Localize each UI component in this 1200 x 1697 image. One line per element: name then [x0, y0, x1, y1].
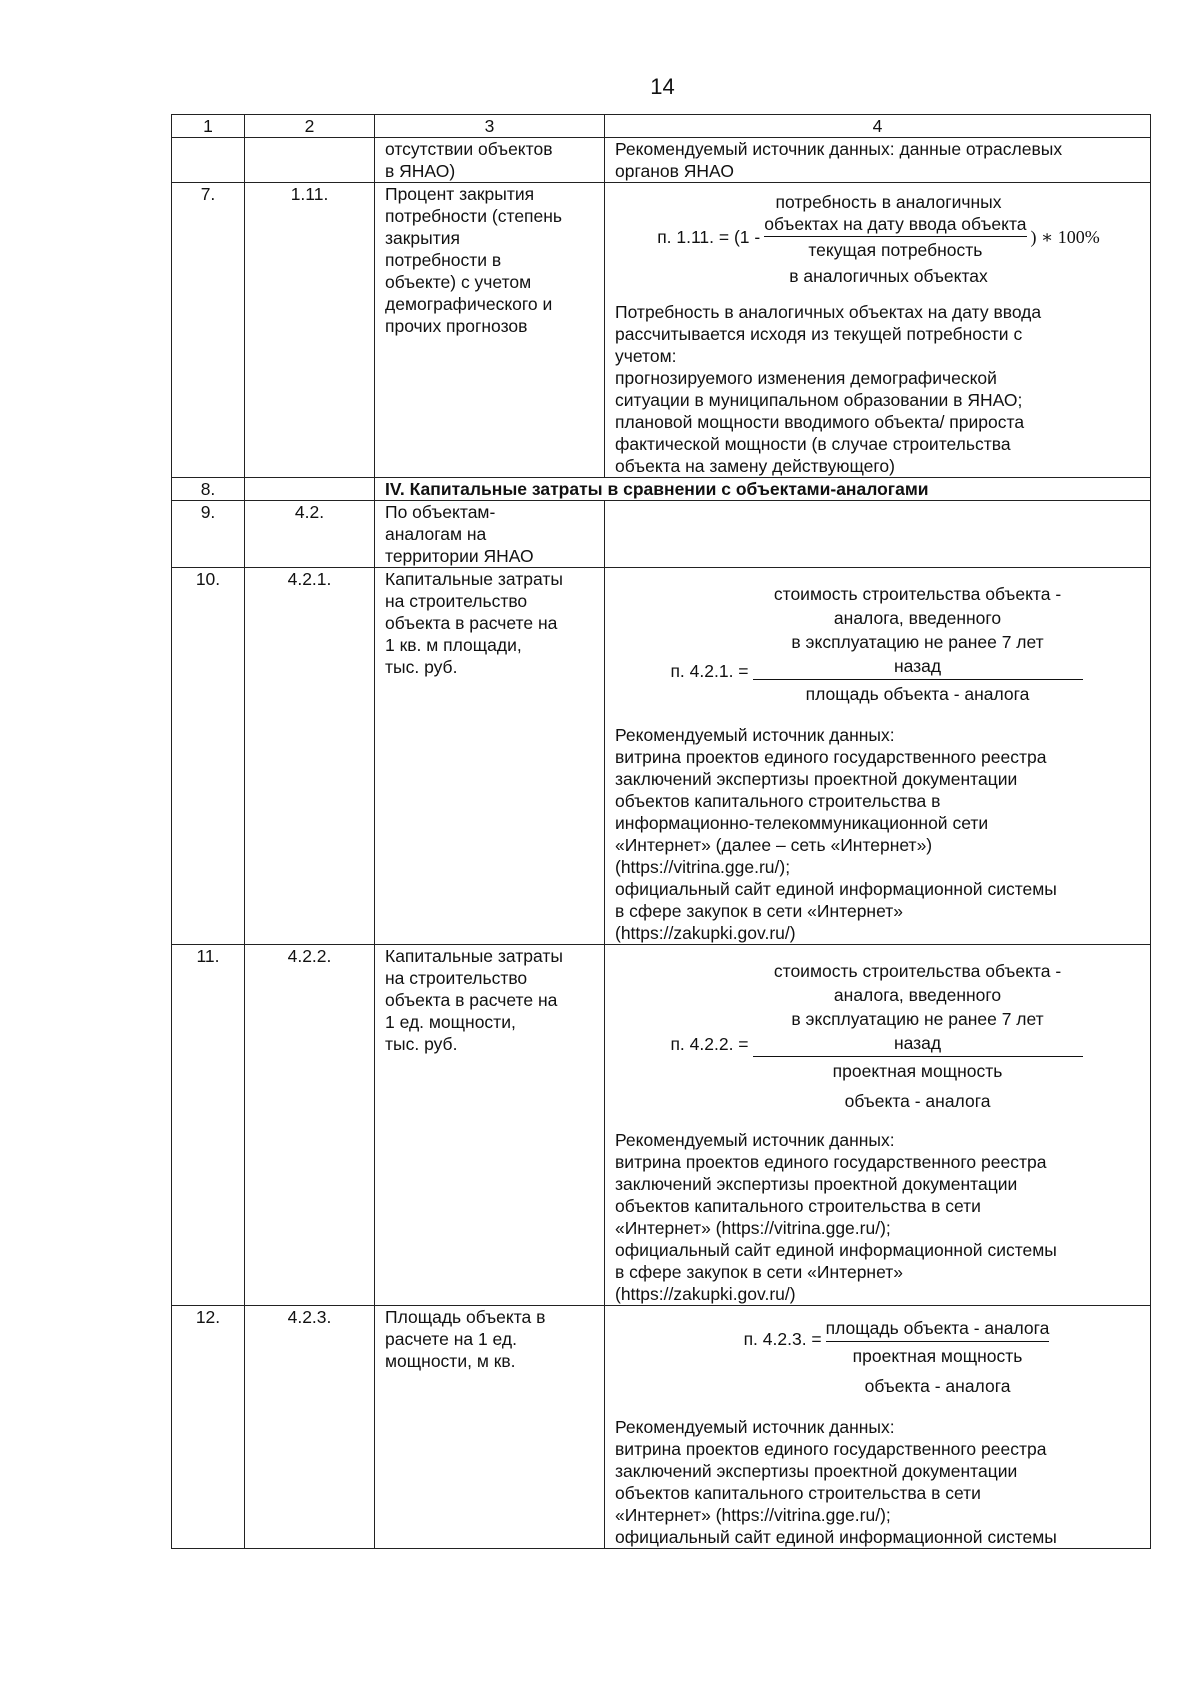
cell-empty [605, 501, 1151, 568]
table-row [172, 183, 1151, 478]
formula-prefix: п. 4.2.1. = [670, 661, 749, 681]
text-line: информационно-телекоммуникационной сети [615, 813, 989, 833]
text-line: тыс. руб. [385, 657, 458, 677]
text-line: демографического и [385, 294, 553, 314]
text-line: прогнозируемого изменения демографической [615, 368, 997, 388]
text-line: на строительство [385, 968, 528, 988]
table-row [172, 1306, 1151, 1549]
item-code: 4.2. [245, 501, 375, 568]
text-line: витрина проектов единого государственного реестра [615, 1152, 1047, 1172]
text-line: органов ЯНАО [615, 161, 734, 181]
text-line: закрытия [385, 228, 460, 248]
method-cell [605, 138, 1151, 183]
formula [615, 1306, 1142, 1416]
text-line: (https://zakupki.gov.ru/) [615, 923, 796, 943]
text-line: аналога, введенного [833, 608, 1002, 628]
text-line: (https://zakupki.gov.ru/) [615, 1284, 796, 1304]
text-line: «Интернет» (далее – сеть «Интернет») [615, 835, 933, 855]
text-line: Рекомендуемый источник данных: [615, 1417, 895, 1437]
text-line: объектов капитального строительства в сети [615, 1196, 981, 1216]
item-code: 4.2.3. [245, 1306, 375, 1549]
text-line: официальный сайт единой информационной системы [615, 1527, 1057, 1547]
row-number: 9. [172, 501, 245, 568]
text-line: отсутствии объектов [385, 139, 553, 159]
row-number: 7. [172, 183, 245, 478]
text-line: Рекомендуемый источник данных: данные отраслевых [615, 139, 1063, 159]
indicator-name [375, 568, 605, 945]
row-number: 11. [172, 945, 245, 1306]
text-line: расчете на 1 ед. [385, 1329, 517, 1349]
text-line: 1 кв. м площади, [385, 635, 522, 655]
text-line: Площадь объекта в [385, 1307, 546, 1327]
header-cell: 4 [605, 115, 1151, 138]
text-line: на строительство [385, 591, 528, 611]
text-line: витрина проектов единого государственного реестра [615, 1439, 1047, 1459]
text-line: Процент закрытия [385, 184, 535, 204]
text-line: потребности (степень [385, 206, 563, 226]
text-line: учетом: [615, 346, 677, 366]
cell-empty [245, 138, 375, 183]
text-line: аналога, введенного [833, 985, 1002, 1005]
method-cell [605, 1306, 1151, 1549]
text-line: заключений экспертизы проектной документации [615, 1174, 1018, 1194]
page-number: 14 [650, 74, 675, 99]
text-line: ситуации в муниципальном образовании в ЯНАО; [615, 390, 1023, 410]
text-line: назад [893, 656, 942, 676]
text-line: в эксплуатацию не ранее 7 лет [791, 632, 1044, 652]
text-line: объектов капитального строительства в сети [615, 1483, 981, 1503]
text-line: в эксплуатацию не ранее 7 лет [791, 1009, 1044, 1029]
cell-empty [172, 138, 245, 183]
formula-numerator [753, 959, 1083, 1057]
text-line: официальный сайт единой информационной системы [615, 879, 1057, 899]
formula-numerator [753, 582, 1083, 680]
row-number: 12. [172, 1306, 245, 1549]
formula-prefix: п. 4.2.2. = [670, 1034, 749, 1054]
method-cell [605, 568, 1151, 945]
text-line: 1 ед. мощности, [385, 1012, 516, 1032]
formula-denominator: проектная мощность [832, 1061, 1003, 1081]
text-line: в сфере закупок в сети «Интернет» [615, 1262, 903, 1282]
text-line: мощности, м кв. [385, 1351, 516, 1371]
text-line: территории ЯНАО [385, 546, 534, 566]
row-number: 10. [172, 568, 245, 945]
text-line: объекта в расчете на [385, 990, 558, 1010]
text-line: объекте) с учетом [385, 272, 532, 292]
text-line: в ЯНАО) [385, 161, 456, 181]
header-cell: 2 [245, 115, 375, 138]
text-line: Рекомендуемый источник данных: [615, 1130, 895, 1150]
formula [615, 568, 1142, 724]
formula-prefix: п. 1.11. = (1 - [657, 227, 761, 247]
text-line: назад [893, 1033, 942, 1053]
formula-denominator: проектная мощность [852, 1346, 1023, 1366]
text-line: стоимость строительства объекта - [773, 584, 1062, 604]
text-line: (https://vitrina.gge.ru/); [615, 857, 791, 877]
text-line: «Интернет» (https://vitrina.gge.ru/); [615, 1218, 891, 1238]
indicator-name [375, 183, 605, 478]
table-row [172, 501, 1151, 568]
table-row [172, 568, 1151, 945]
item-code: 4.2.2. [245, 945, 375, 1306]
table-row-section [172, 478, 1151, 501]
text-line: в сфере закупок в сети «Интернет» [615, 901, 903, 921]
formula-numerator: площадь объекта - аналога [826, 1316, 1050, 1342]
formula [615, 945, 1142, 1129]
formula-numerator: объектах на дату ввода объекта [764, 213, 1026, 237]
formula-denominator: площадь объекта - аналога [805, 684, 1030, 704]
text-line: витрина проектов единого государственного реестра [615, 747, 1047, 767]
indicator-name [375, 138, 605, 183]
text-line: заключений экспертизы проектной документации [615, 1461, 1018, 1481]
text-line: Капитальные затраты [385, 569, 563, 589]
text-line: аналогам на [385, 524, 487, 544]
cell-empty [245, 478, 375, 501]
method-cell [605, 183, 1151, 478]
text-line: «Интернет» (https://vitrina.gge.ru/); [615, 1505, 891, 1525]
item-code: 1.11. [245, 183, 375, 478]
text-line: По объектам- [385, 502, 496, 522]
text-line: потребности в [385, 250, 502, 270]
section-heading: IV. Капитальные затраты в сравнении с объектами-аналогами [375, 478, 1151, 501]
formula-denominator-line2: в аналогичных объектах [789, 266, 988, 286]
row-number: 8. [172, 478, 245, 501]
formula-suffix: ) ∗ 100% [1030, 227, 1100, 247]
text-line: прочих прогнозов [385, 316, 528, 336]
formula [615, 183, 1142, 301]
indicator-name [375, 945, 605, 1306]
header-cell: 3 [375, 115, 605, 138]
text-line: тыс. руб. [385, 1034, 458, 1054]
indicator-name [375, 1306, 605, 1549]
table-row [172, 945, 1151, 1306]
criteria-table [171, 114, 1151, 1549]
formula-prefix: п. 4.2.3. = [743, 1329, 822, 1349]
text-line: Капитальные затраты [385, 946, 563, 966]
text-line: стоимость строительства объекта - [773, 961, 1062, 981]
formula-denominator: текущая потребность [808, 240, 983, 260]
text-line: объектов капитального строительства в [615, 791, 941, 811]
item-code: 4.2.1. [245, 568, 375, 945]
header-cell: 1 [172, 115, 245, 138]
text-line: Потребность в аналогичных объектах на дату ввода [615, 302, 1042, 322]
text-line: фактической мощности (в случае строительства [615, 434, 1011, 454]
text-line: объекта в расчете на [385, 613, 558, 633]
formula-numerator-top: потребность в аналогичных [775, 192, 1002, 212]
table-row [172, 138, 1151, 183]
text-line: плановой мощности вводимого объекта/ прироста [615, 412, 1025, 432]
text-line: рассчитывается исходя из текущей потребности с [615, 324, 1023, 344]
formula-denominator-line2: объекта - аналога [844, 1091, 991, 1111]
table-header-row [172, 115, 1151, 138]
text-line: официальный сайт единой информационной системы [615, 1240, 1057, 1260]
text-line: заключений экспертизы проектной документации [615, 769, 1018, 789]
text-line: Рекомендуемый источник данных: [615, 725, 895, 745]
formula-denominator-line2: объекта - аналога [864, 1376, 1011, 1396]
method-cell [605, 945, 1151, 1306]
text-line: объекта на замену действующего) [615, 456, 895, 476]
indicator-name [375, 501, 605, 568]
